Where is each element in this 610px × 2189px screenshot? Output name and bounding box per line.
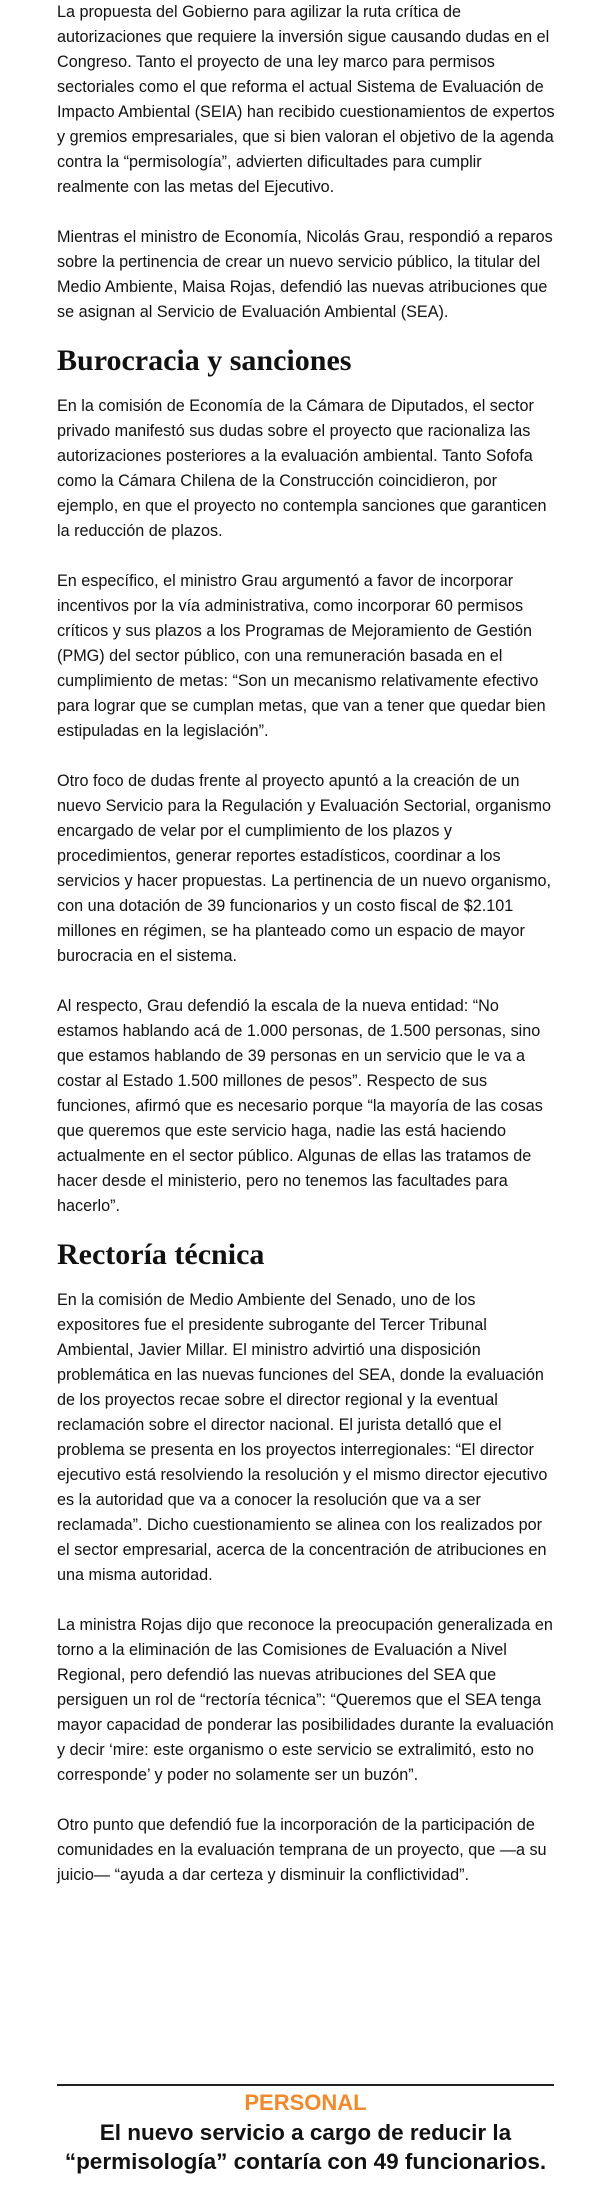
paragraph-section2-2: La ministra Rojas dijo que reconoce la preocupación generalizada en torno a la eliminación de las Comisiones de Evaluación a Nivel Regional, pero defendió las nuevas atribuciones del SEA que persiguen un rol de “rectoría técnica”: “Queremos que el SEA tenga mayor capacidad de ponderar las posibilidades durante la evaluación y decir ‘mire: este organismo o este servicio se extralimitó, esto no corresponde’ y poder no solamente ser un buzón”. <box>57 1616 554 1784</box>
personal-highlight-box <box>57 2084 554 2189</box>
section-heading-rectoria: Rectoría técnica <box>57 1238 265 1271</box>
paragraph-section2-1: En la comisión de Medio Ambiente del Senado, uno de los expositores fue el presidente subrogante del Tercer Tribunal Ambiental, Javier Millar. El ministro advirtió una disposición problemática en las nuevas funciones del SEA, donde la evaluación de los proyectos recae sobre el director regional y la eventual reclamación sobre el director nacional. El jurista detalló que el problema se presenta en los proyectos interregionales: “El director ejecutivo está resolviendo la resolución y el mismo director ejecutivo es la autoridad que va a conocer la resolución que va a ser reclamada”. Dicho cuestionamiento se alinea con los realizados por el sector empresarial, acerca de la concentración de atribuciones en una misma autoridad. <box>57 1291 548 1584</box>
section-heading-burocracia: Burocracia y sanciones <box>57 344 352 377</box>
article-body <box>57 0 557 1888</box>
paragraph-section1-1: En la comisión de Economía de la Cámara de Diputados, el sector privado manifestó sus dudas sobre el proyecto que racionaliza las autorizaciones posteriores a la evaluación ambiental. Tanto Sofofa como la Cámara Chilena de la Construcción coincidieron, por ejemplo, en que el proyecto no contempla sanciones que garanticen la reducción de plazos. <box>57 397 547 540</box>
paragraph-section1-4: Al respecto, Grau defendió la escala de la nueva entidad: “No estamos hablando acá de 1.000 personas, de 1.500 personas, sino que estamos hablando de 39 personas en un servicio que le va a costar al Estado 1.500 millones de pesos”. Respecto de sus funciones, afirmó que es necesario porque “la mayoría de las cosas que queremos que este servicio haga, nadie las está haciendo actualmente en el sector público. Algunas de ellas las tratamos de hacer desde el ministerio, pero no tenemos las facultades para hacerlo”. <box>57 997 543 1215</box>
box-title: El nuevo servicio a cargo de reducir la “permisología” contaría con 49 funcionarios. <box>64 2120 547 2174</box>
paragraph-section1-2: En específico, el ministro Grau argumentó a favor de incorporar incentivos por la vía administrativa, como incorporar 60 permisos críticos y sus plazos a los Programas de Mejoramiento de Gestión (PMG) del sector público, con una remuneración basada en el cumplimiento de metas: “Son un mecanismo relativamente efectivo para lograr que se cumplan metas, que van a tener que quedar bien estipuladas en la legislación”. <box>57 572 546 740</box>
paragraph-section2-3: Otro punto que defendió fue la incorporación de la participación de comunidades en la evaluación temprana de un proyecto, que —a su juicio— “ayuda a dar certeza y disminuir la conflictividad”. <box>57 1816 547 1884</box>
box-label: PERSONAL <box>244 2090 367 2115</box>
paragraph-intro-2: Mientras el ministro de Economía, Nicolás Grau, respondió a reparos sobre la pertinencia de crear un nuevo servicio público, la titular del Medio Ambiente, Maisa Rojas, defendió las nuevas atribuciones que se asignan al Servicio de Evaluación Ambiental (SEA). <box>57 228 553 321</box>
paragraph-section1-3: Otro foco de dudas frente al proyecto apuntó a la creación de un nuevo Servicio para la Regulación y Evaluación Sectorial, organismo encargado de velar por el cumplimiento de los plazos y procedimientos, generar reportes estadísticos, coordinar a los servicios y hacer propuestas. La pertinencia de un nuevo organismo, con una dotación de 39 funcionarios y un costo fiscal de $2.101 millones en régimen, se ha planteado como un espacio de mayor burocracia en el sistema. <box>57 772 552 965</box>
paragraph-intro-1: La propuesta del Gobierno para agilizar la ruta crítica de autorizaciones que requiere la inversión sigue causando dudas en el Congreso. Tanto el proyecto de una ley marco para permisos sectoriales como el que reforma el actual Sistema de Evaluación de Impacto Ambiental (SEIA) han recibido cuestionamientos de expertos y gremios empresariales, que si bien valoran el objetivo de la agenda contra la “permisología”, advierten dificultades para cumplir realmente con las metas del Ejecutivo. <box>57 3 555 196</box>
